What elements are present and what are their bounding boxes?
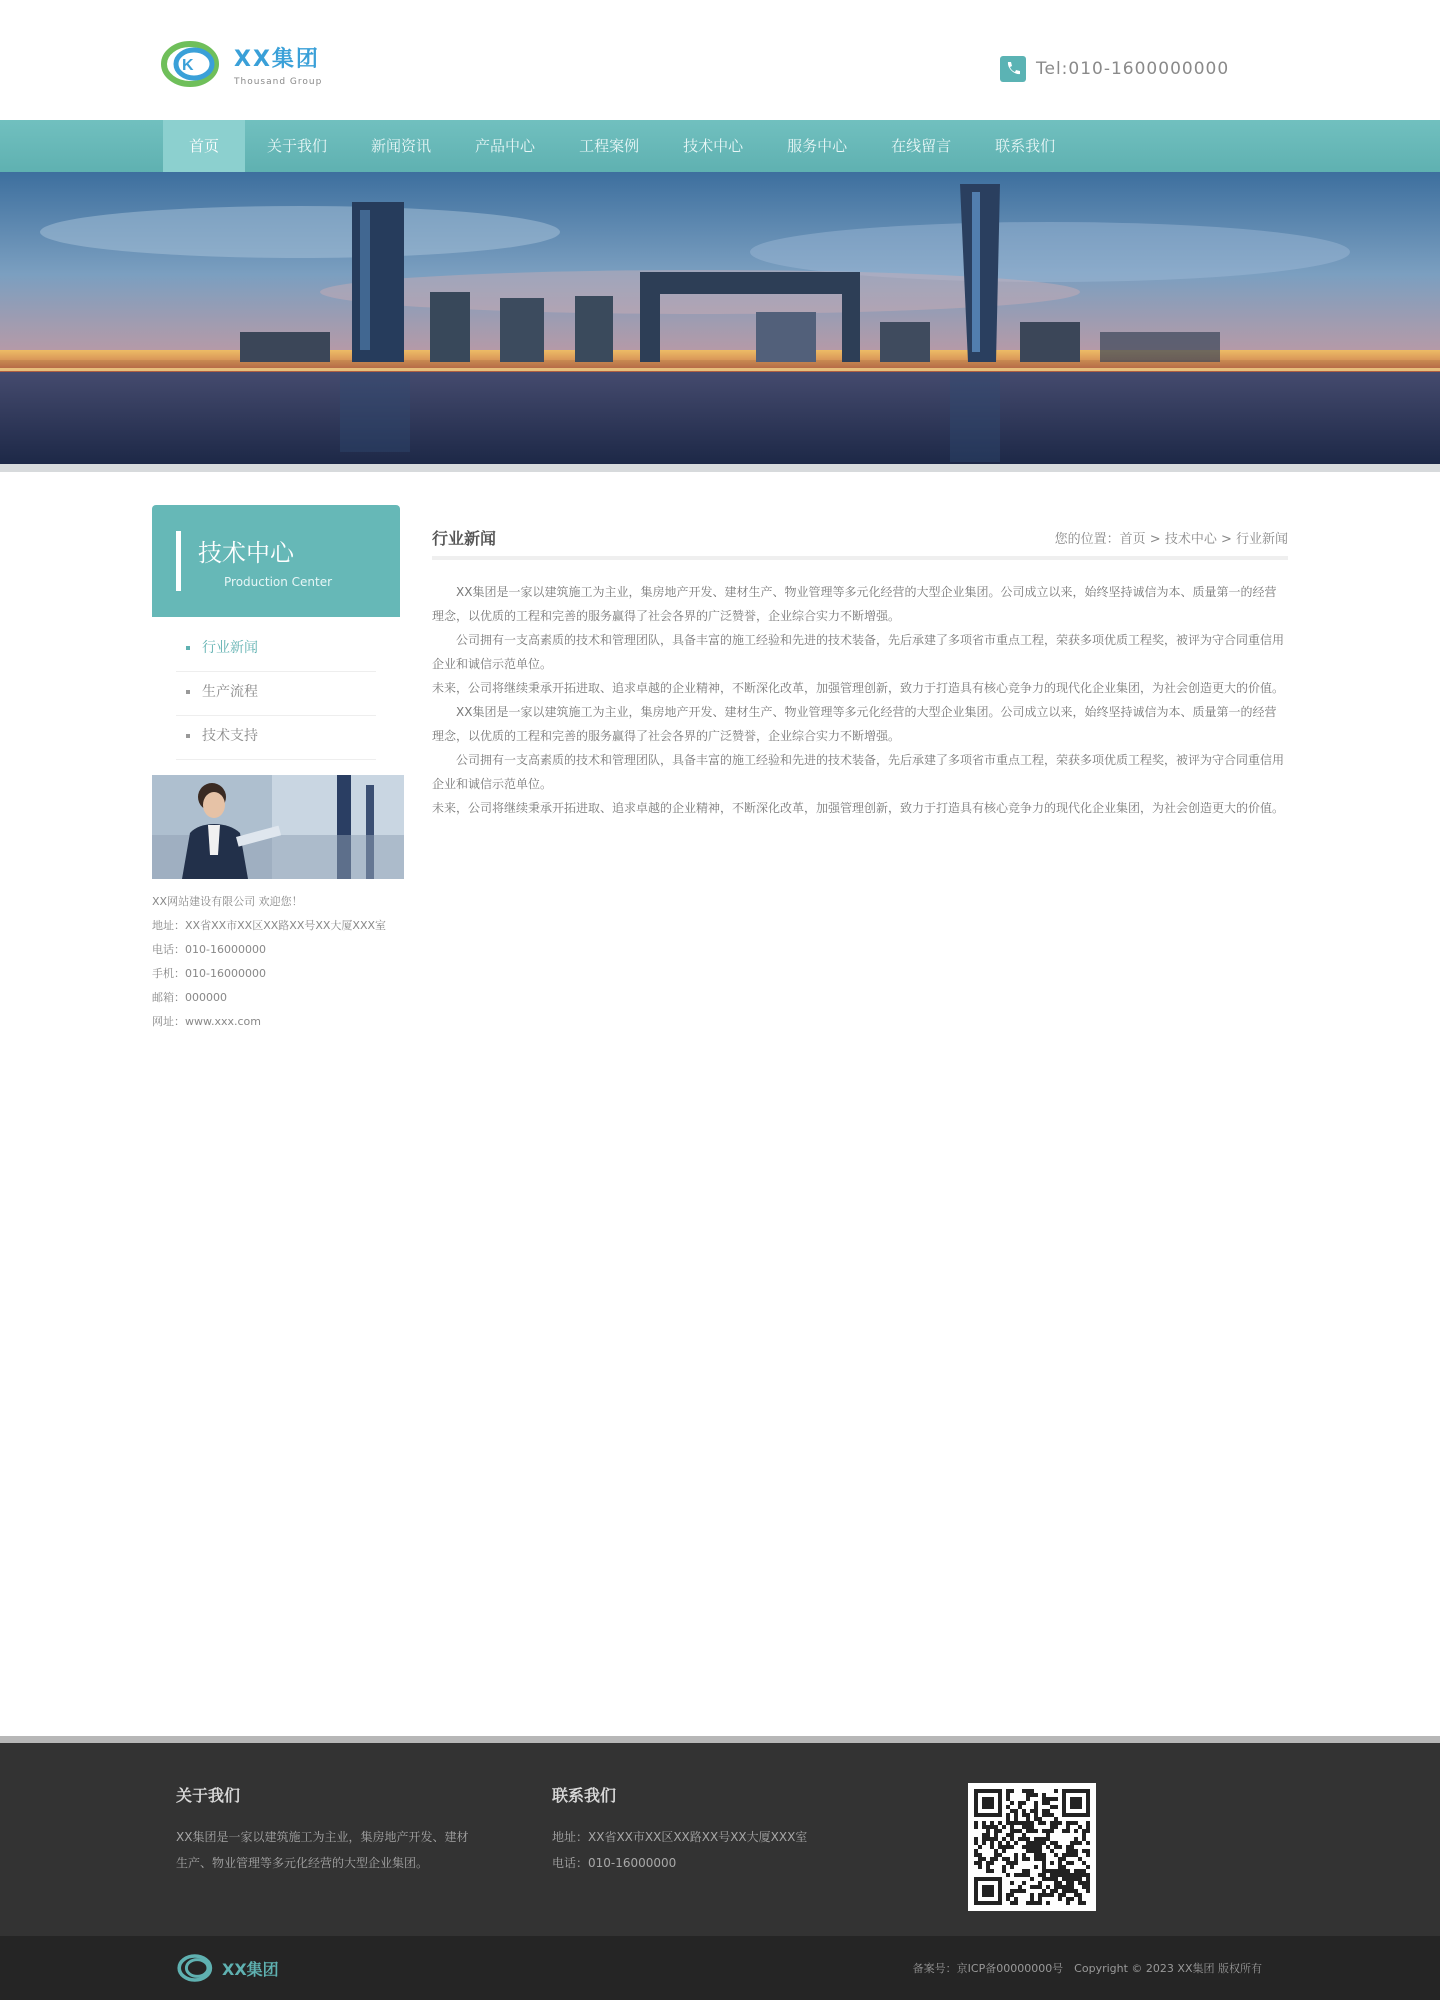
sidebar-item-label: 生产流程 (202, 684, 258, 700)
copyright: 备案号：京ICP备00000000号 Copyright © 2023 XX集团 版权所有 (912, 1962, 1262, 1975)
contact-mobile: 手机：010-16000000 (152, 967, 266, 980)
hero-banner (0, 172, 1440, 464)
nav-item-1[interactable]: 关于我们 (267, 137, 328, 155)
logo-subtitle: Thousand Group (234, 76, 323, 87)
qr-code-icon (968, 1783, 1096, 1911)
article-paragraph: 未来，公司将继续秉承开拓进取、追求卓越的企业精神，不断深化改革，加强管理创新，致力于打造具有核心竞争力的现代化企业集团，为社会创造更大的价值。 (432, 801, 1285, 815)
nav-item-3[interactable]: 产品中心 (475, 137, 536, 155)
nav-item-2[interactable]: 新闻资讯 (371, 137, 432, 155)
footer-logo-text: XX集团 (222, 1959, 279, 1979)
footer-about-title: 关于我们 (176, 1786, 241, 1805)
contact-company: XX网站建设有限公司 欢迎您！ (152, 895, 303, 908)
sidebar-contact (152, 890, 404, 1034)
sidebar-title: 技术中心 (198, 539, 294, 567)
article-paragraph: 未来，公司将继续秉承开拓进取、追求卓越的企业精神，不断深化改革，加强管理创新，致力于打造具有核心竞争力的现代化企业集团，为社会创造更大的价值。 (432, 681, 1285, 695)
footer-about (176, 1783, 476, 1876)
footer-logo[interactable] (176, 1950, 279, 1986)
footer-about-text: XX集团是一家以建筑施工为主业，集房地产开发、建材生产、物业管理等多元化经营的大型企业集团。 (176, 1830, 469, 1870)
bullet-icon (186, 646, 190, 650)
breadcrumb[interactable]: 您的位置：首页 > 技术中心 > 行业新闻 (1054, 532, 1288, 547)
bullet-icon (186, 734, 190, 738)
contact-email: 邮箱：000000 (152, 991, 227, 1004)
article-paragraph: 公司拥有一支高素质的技术和管理团队，具备丰富的施工经验和先进的技术装备，先后承建了多项省市重点工程，荣获多项优质工程奖，被评为守合同重信用企业和诚信示范单位。 (432, 633, 1285, 671)
site-logo[interactable] (160, 38, 322, 90)
bullet-icon (186, 690, 190, 694)
nav-item-6[interactable]: 服务中心 (787, 137, 848, 155)
main-nav (0, 120, 1440, 172)
logo-title: XX集团 (234, 46, 320, 72)
main-header (432, 520, 1288, 560)
nav-item-0[interactable]: 首页 (163, 120, 245, 172)
hotline (1000, 56, 1229, 82)
contact-address: 地址：XX省XX市XX区XX路XX号XX大厦XXX室 (152, 919, 387, 932)
sidebar-photo (152, 775, 404, 879)
nav-item-8[interactable]: 联系我们 (995, 137, 1056, 155)
article-paragraph: XX集团是一家以建筑施工为主业，集房地产开发、建材生产、物业管理等多元化经营的大型企业集团。公司成立以来，始终坚持诚信为本、质量第一的经营理念，以优质的工程和完善的服务赢得了社会各界的广泛赞誉，企业综合实力不断增强。 (432, 585, 1277, 623)
sidebar-header (152, 505, 400, 617)
footer-logo-icon (176, 1953, 216, 1983)
banner-divider (0, 464, 1440, 472)
sidebar-item-label: 行业新闻 (202, 640, 258, 656)
sidebar-item-2[interactable] (176, 716, 376, 760)
nav-item-4[interactable]: 工程案例 (579, 137, 640, 155)
footer-contact-phone: 电话：010-16000000 (552, 1856, 677, 1870)
logo-mark-icon (160, 39, 224, 89)
city-skyline-image (0, 172, 1440, 464)
article-paragraph: XX集团是一家以建筑施工为主业，集房地产开发、建材生产、物业管理等多元化经营的大型企业集团。公司成立以来，始终坚持诚信为本、质量第一的经营理念，以优质的工程和完善的服务赢得了社会各界的广泛赞誉，企业综合实力不断增强。 (432, 705, 1277, 743)
sidebar-item-label: 技术支持 (202, 728, 258, 744)
article-paragraph: 公司拥有一支高素质的技术和管理团队，具备丰富的施工经验和先进的技术装备，先后承建了多项省市重点工程，荣获多项优质工程奖，被评为守合同重信用企业和诚信示范单位。 (432, 753, 1285, 791)
nav-item-7[interactable]: 在线留言 (891, 137, 952, 155)
main-content (432, 520, 1288, 820)
sidebar-subtitle: Production Center (224, 575, 333, 589)
article-body (432, 560, 1288, 820)
nav-item-5[interactable]: 技术中心 (683, 137, 744, 155)
sidebar-header-accent (176, 531, 181, 591)
site-footer (0, 1736, 1440, 1936)
page-title: 行业新闻 (432, 529, 497, 548)
phone-icon (1000, 56, 1026, 82)
sidebar-item-1[interactable] (176, 672, 376, 716)
contact-phone: 电话：010-16000000 (152, 943, 266, 956)
sidebar-item-0[interactable] (176, 628, 376, 672)
hotline-number: Tel:010-1600000000 (1036, 59, 1230, 79)
footer-contact (552, 1783, 872, 1876)
bottom-bar (0, 1936, 1440, 2000)
contact-website: 网址：www.xxx.com (152, 1015, 261, 1028)
site-header (0, 0, 1440, 120)
footer-contact-title: 联系我们 (552, 1786, 617, 1805)
footer-contact-address: 地址：XX省XX市XX区XX路XX号XX大厦XXX室 (552, 1830, 808, 1844)
svg-text:K: K (182, 57, 194, 74)
sidebar-menu (176, 628, 376, 760)
